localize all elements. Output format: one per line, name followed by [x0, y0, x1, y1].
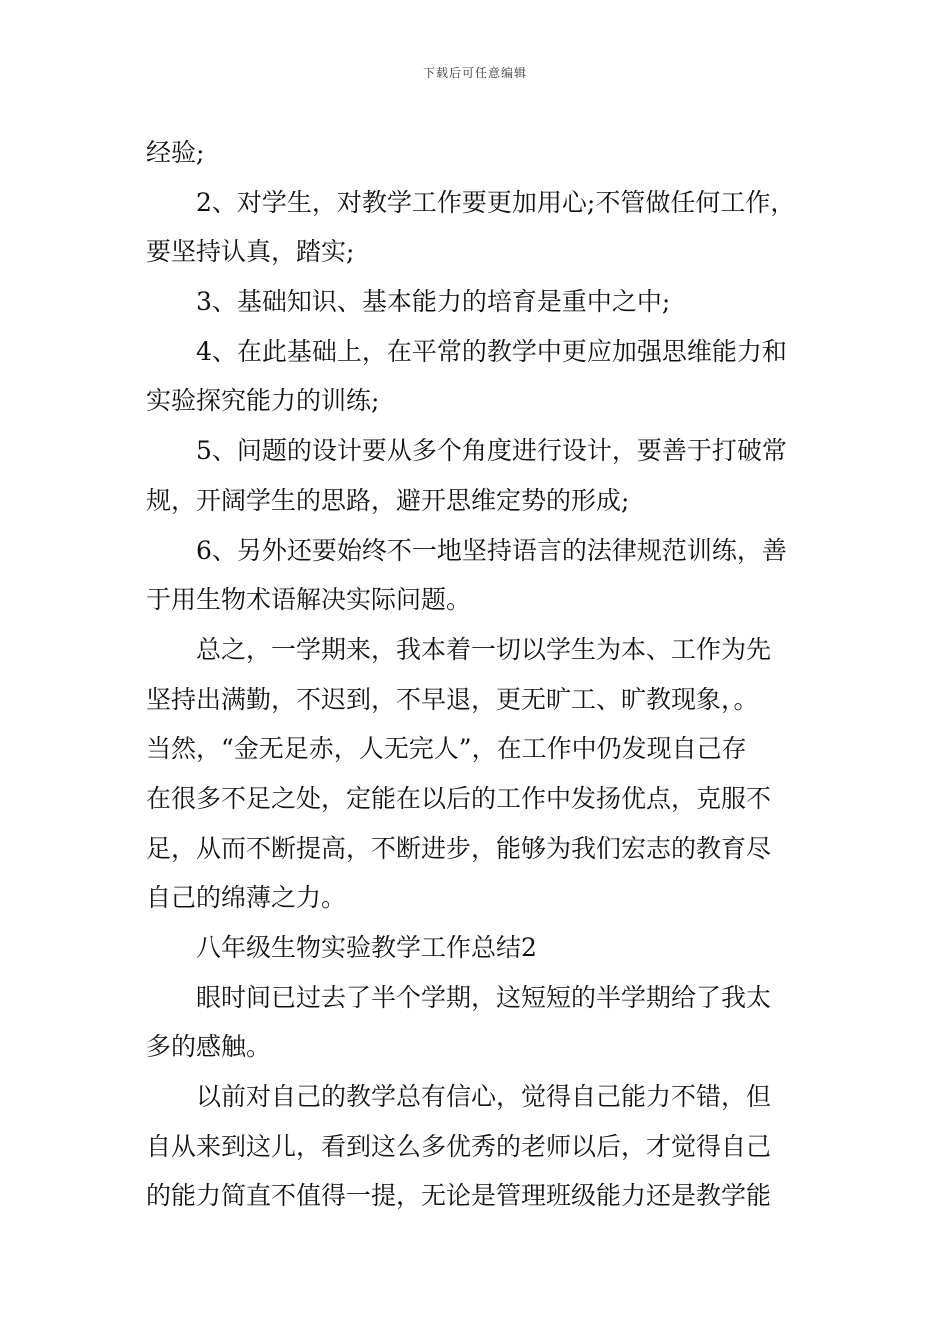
text-line: 6、另外还要始终不一地坚持语言的法律规范训练，善: [196, 535, 787, 565]
section-heading: 八年级生物实验教学工作总结2: [196, 933, 537, 962]
text-line: 经验;: [146, 138, 205, 167]
text-line: 于用生物术语解决实际问题。: [146, 585, 472, 615]
text-line: 3、基础知识、基本能力的培育是重中之中;: [196, 287, 671, 317]
text-line: 2、对学生，对教学工作要更加用心;不管做任何工作，: [196, 187, 796, 217]
text-line: 当然，“金无足赤，人无完人”，在工作中仍发现自己存: [146, 734, 747, 764]
text-line: 自从来到这儿，看到这么多优秀的老师以后，才觉得自己: [146, 1131, 772, 1161]
text-line: 多的感触。: [146, 1032, 272, 1062]
text-line: 总之，一学期来，我本着一切以学生为本、工作为先: [196, 634, 772, 664]
text-line: 在很多不足之处，定能在以后的工作中发扬优点，克服不: [146, 783, 772, 813]
text-line: 以前对自己的教学总有信心，觉得自己能力不错，但: [196, 1082, 772, 1112]
text-line: 眼时间已过去了半个学期，这短短的半学期给了我太: [196, 982, 772, 1012]
text-line: 要坚持认真，踏实;: [146, 237, 355, 267]
text-line: 规，开阔学生的思路，避开思维定势的形成;: [146, 485, 630, 515]
text-line: 坚持出满勤，不迟到，不早退，更无旷工、旷教现象，。: [146, 684, 759, 714]
document-body: [146, 128, 810, 1221]
text-line: 4、在此基础上，在平常的教学中更应加强思维能力和: [196, 336, 787, 366]
text-line: 足，从而不断提高，不断进步，能够为我们宏志的教育尽: [146, 833, 772, 863]
text-line: 5、问题的设计要从多个角度进行设计，要善于打破常: [196, 436, 787, 466]
text-line: 实验探究能力的训练;: [146, 386, 380, 416]
page-header: 下载后可任意编辑: [422, 66, 527, 80]
text-line: 的能力简直不值得一提，无论是管理班级能力还是教学能: [146, 1181, 772, 1211]
text-line: 自己的绵薄之力。: [146, 883, 347, 913]
